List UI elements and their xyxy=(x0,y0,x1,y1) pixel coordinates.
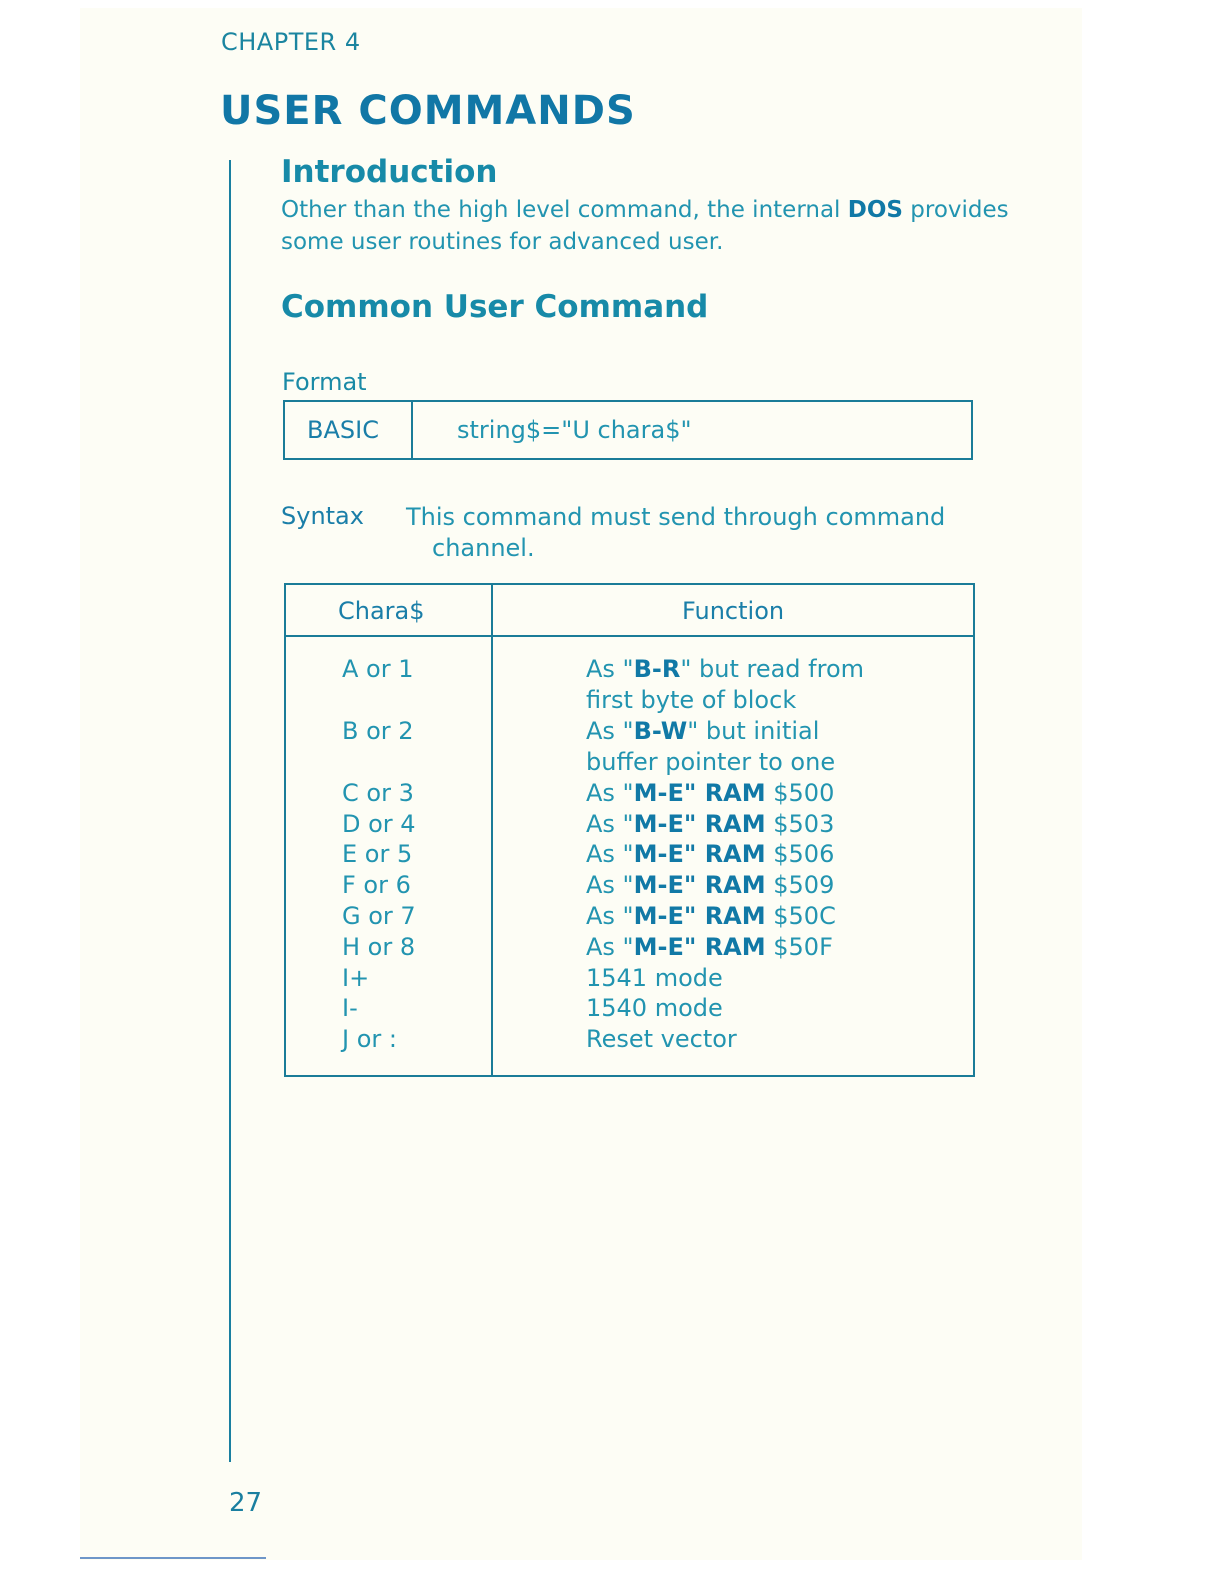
intro-text-after: provides some user routines for advanced user. xyxy=(281,197,1009,255)
intro-text-before: Other than the high level command, the internal xyxy=(281,197,848,223)
function-cell xyxy=(586,871,834,899)
function-command: B-R xyxy=(633,655,681,683)
chara-cell: B or 2 xyxy=(342,717,414,745)
intro-keyword: DOS xyxy=(847,197,903,223)
format-code: string$="U chara$" xyxy=(457,416,692,444)
chara-cell: G or 7 xyxy=(342,902,416,930)
function-cell xyxy=(586,779,834,807)
function-cell xyxy=(586,840,834,868)
function-text-tail: " but initial xyxy=(687,717,820,745)
function-command: B-W xyxy=(633,717,688,745)
chara-cell: C or 3 xyxy=(342,779,414,807)
common-user-command-heading: Common User Command xyxy=(281,289,709,325)
function-cell xyxy=(586,810,834,838)
function-text-tail: $506 xyxy=(765,840,835,868)
function-text: As " xyxy=(586,655,634,683)
page-title: USER COMMANDS xyxy=(220,88,636,134)
function-text: As " xyxy=(586,902,634,930)
syntax-text xyxy=(406,502,986,564)
function-cell xyxy=(586,748,835,776)
format-label: Format xyxy=(282,368,367,396)
function-text: 1541 mode xyxy=(586,964,723,992)
page-number: 27 xyxy=(229,1488,263,1518)
function-cell xyxy=(586,686,796,714)
syntax-line-2: channel. xyxy=(432,534,535,562)
function-cell xyxy=(586,964,723,992)
chapter-label: CHAPTER 4 xyxy=(221,28,361,56)
function-text: As " xyxy=(586,933,634,961)
function-text: As " xyxy=(586,810,634,838)
function-cell xyxy=(586,933,833,961)
introduction-heading: Introduction xyxy=(281,154,498,190)
chara-cell: H or 8 xyxy=(342,933,416,961)
margin-rule xyxy=(229,160,231,1462)
table-header-divider xyxy=(286,635,973,637)
function-text: buffer pointer to one xyxy=(586,748,836,776)
chara-cell: J or : xyxy=(342,1025,397,1053)
function-cell xyxy=(586,994,723,1022)
function-command: M-E" RAM xyxy=(633,902,766,930)
function-cell xyxy=(586,655,864,683)
chara-cell: A or 1 xyxy=(342,655,414,683)
syntax-label: Syntax xyxy=(281,502,364,530)
chara-cell: D or 4 xyxy=(342,810,416,838)
format-box xyxy=(283,400,973,460)
function-command: M-E" RAM xyxy=(633,779,766,807)
function-command: M-E" RAM xyxy=(633,933,766,961)
function-text: Reset vector xyxy=(586,1025,737,1053)
chara-cell: F or 6 xyxy=(342,871,411,899)
function-text-tail: $509 xyxy=(765,871,835,899)
function-text: As " xyxy=(586,717,634,745)
user-command-table xyxy=(284,583,975,1077)
table-header-function: Function xyxy=(682,597,785,625)
function-text: 1540 mode xyxy=(586,994,723,1022)
function-text-tail: " but read from xyxy=(680,655,865,683)
function-text: As " xyxy=(586,871,634,899)
function-command: M-E" RAM xyxy=(633,810,766,838)
function-text-tail: $50F xyxy=(765,933,833,961)
chara-cell: I+ xyxy=(342,964,370,992)
format-divider xyxy=(411,402,413,458)
function-command: M-E" RAM xyxy=(633,871,766,899)
syntax-line-1: This command must send through command xyxy=(406,503,946,531)
function-cell xyxy=(586,717,819,745)
function-command: M-E" RAM xyxy=(633,840,766,868)
introduction-paragraph xyxy=(281,194,1071,258)
function-text: As " xyxy=(586,840,634,868)
function-text-tail: $50C xyxy=(765,902,836,930)
function-text: first byte of block xyxy=(586,686,797,714)
footer-rule xyxy=(80,1557,266,1559)
format-basic-label: BASIC xyxy=(307,416,379,444)
function-cell xyxy=(586,902,836,930)
function-text: As " xyxy=(586,779,634,807)
function-text-tail: $503 xyxy=(765,810,835,838)
function-cell xyxy=(586,1025,737,1053)
table-column-divider xyxy=(491,585,493,1075)
chara-cell: E or 5 xyxy=(342,840,413,868)
table-header-chara: Chara$ xyxy=(338,597,425,625)
function-text-tail: $500 xyxy=(765,779,835,807)
chara-cell: I- xyxy=(342,994,358,1022)
